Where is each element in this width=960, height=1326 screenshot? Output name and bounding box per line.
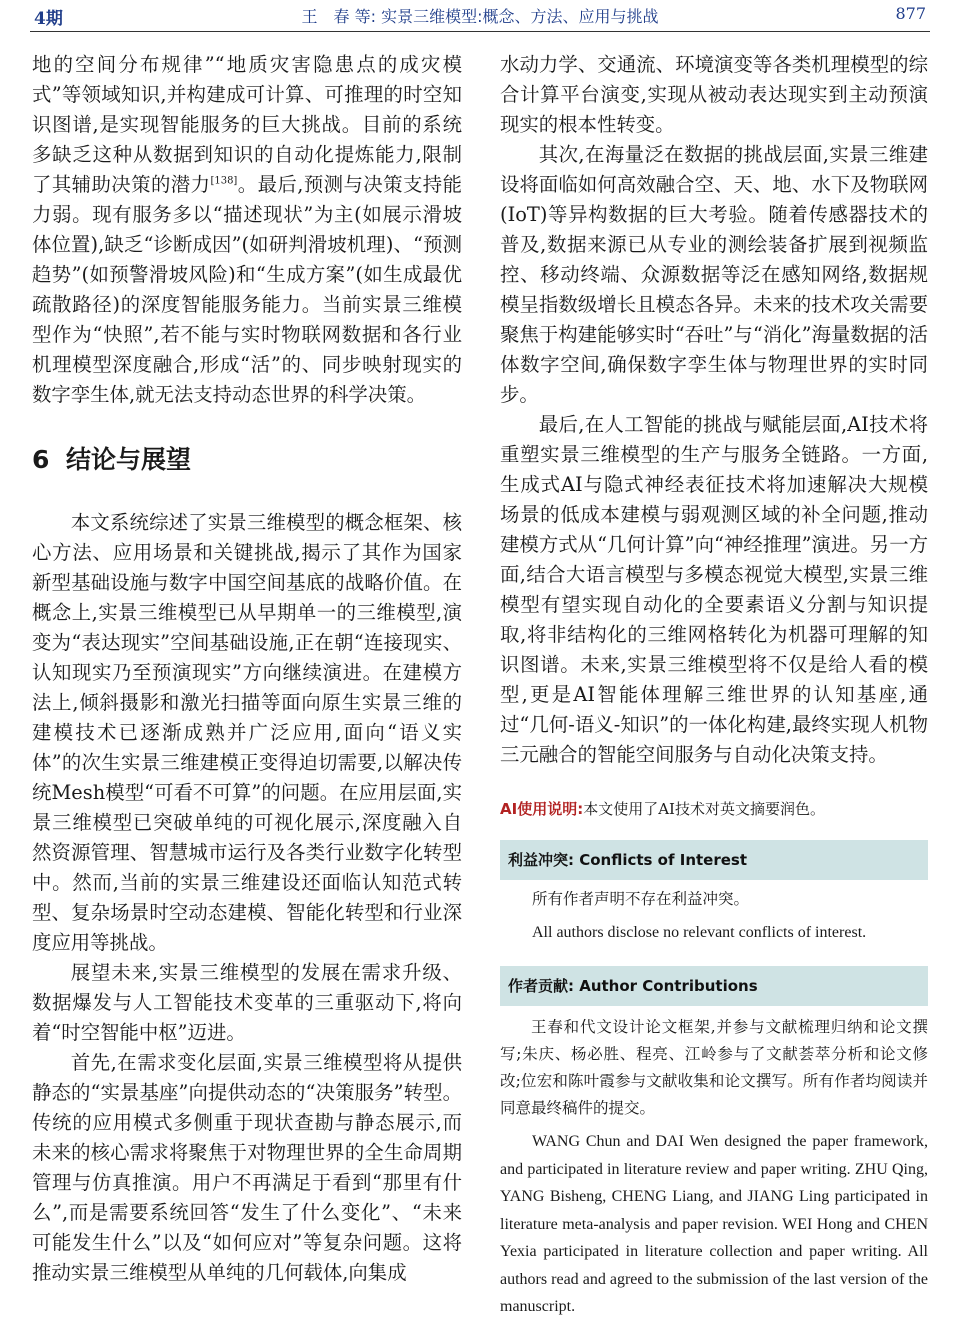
ai-usage-label: AI使用说明: — [500, 800, 584, 818]
paragraph: 其次,在海量泛在数据的挑战层面,实景三维建设将面临如何高效融合空、天、地、水下及物联网(IoT)等异构数据的巨大考验。随着传感器技术的普及,数据来源已从专业的测绘装备扩展到视频监控、移动终端、众源数据等泛在感知网络,数据规模呈指数级增长且模态各异。未来的技术攻关需要聚焦于构建能够实时“吞吐”与“消化”海量数据的活体数字空间,确保数字孪生体与物理世界的实时同步。 — [500, 143, 928, 406]
paragraph: 展望未来,实景三维模型的发展在需求升级、数据爆发与人工智能技术变革的三重驱动下,将向着“时空智能中枢”迈进。 — [32, 961, 462, 1044]
left-column — [32, 50, 462, 1288]
conflicts-en: All authors disclose no relevant conflicts of interest. — [532, 924, 867, 941]
contributions-en: WANG Chun and DAI Wen designed the paper framework, and participated in literature review and paper writing. ZHU Qing, YANG Bisheng, CHENG Liang, and JIANG Ling participated in literature meta-analysis and paper revision. WEI Hong and CHEN Yexia participated in literature collection and paper writing. All authors read and agreed to the submission of the last version of the manuscript. — [500, 1133, 928, 1315]
ai-usage-note — [500, 798, 928, 820]
conflicts-zh: 所有作者声明不存在利益冲突。 — [532, 890, 750, 908]
contributions-heading: 作者贡献: Author Contributions — [500, 966, 928, 1006]
paragraph: 水动力学、交通流、环境演变等各类机理模型的综合计算平台演变,实现从被动表达现实到主动预演现实的根本性转变。 — [500, 53, 928, 136]
running-header — [30, 0, 930, 32]
paragraph-text: 地的空间分布规律”“地质灾害隐患点的成灾模式”等领域知识,并构建成可计算、可推理的时空知识图谱,是实现智能服务的巨大挑战。目前的系统多缺乏这种从数据到知识的自动化提炼能力,限制了其辅助决策的潜力 — [32, 53, 462, 196]
right-column — [500, 50, 928, 1321]
section-title: 结论与展望 — [66, 445, 192, 474]
issue-label: 4期 — [34, 9, 63, 29]
paragraph-text: 。最后,预测与决策支持能力弱。现有服务多以“描述现状”为主(如展示滑坡体位置),缺乏“诊断成因”(如研判滑坡机理)、“预测趋势”(如预警滑坡风险)和“生成方案”(如生成最优疏散路径)的深度智能服务能力。当前实景三维模型作为“快照”,若不能与实时物联网数据和各行业机理模型深度融合,形成“活”的、同步映射现实的数字孪生体,就无法支持动态世界的科学决策。 — [32, 173, 463, 406]
paragraph — [32, 50, 462, 410]
paragraph: 最后,在人工智能的挑战与赋能层面,AI技术将重塑实景三维模型的生产与服务全链路。一方面,生成式AI与隐式神经表征技术将加速解决大规模场景的低成本建模与弱观测区域的补全问题,推动建模方式从“几何计算”向“神经推理”演进。另一方面,结合大语言模型与多模态视觉大模型,实景三维模型有望实现自动化的全要素语义分割与知识提取,将非结构化的三维网格转化为机器可理解的知识图谱。未来,实景三维模型将不仅是给人看的模型,更是AI智能体理解三维世界的认知基座,通过“几何-语义-知识”的一体化构建,最终实现人机物三元融合的智能空间服务与自动化决策支持。 — [500, 413, 928, 766]
section-number: 6 — [32, 445, 50, 474]
paragraph: 本文系统综述了实景三维模型的概念框架、核心方法、应用场景和关键挑战,揭示了其作为国家新型基础设施与数字中国空间基底的战略价值。在概念上,实景三维模型已从早期单一的三维模型,演变为“表达现实”空间基础设施,正在朝“连接现实、认知现实乃至预演现实”方向继续演进。在建模方法上,倾斜摄影和激光扫描等面向原生实景三维的建模技术已逐渐成熟并广泛应用,面向“语义实体”的次生实景三维建模正变得迫切需要,以解决传统Mesh模型“可看不可算”的问题。在应用层面,实景三维模型已突破单纯的可视化展示,深度融入自然资源管理、智慧城市运行及各类行业数字化转型中。然而,当前的实景三维建设还面临认知范式转型、复杂场景时空动态建模、智能化转型和行业深度应用等挑战。 — [32, 511, 462, 954]
section-heading — [32, 440, 462, 476]
citation-ref: [138] — [210, 175, 238, 187]
page-number: 877 — [895, 4, 926, 23]
paragraph: 首先,在需求变化层面,实景三维模型将从提供静态的“实景基座”向提供动态的“决策服务”转型。传统的应用模式多侧重于现状查勘与静态展示,而未来的核心需求将聚焦于对物理世界的全生命周期管理与仿真推演。用户不再满足于看到“那里有什么”,而是需要系统回答“发生了什么变化”、“未来可能发生什么”以及“如何应对”等复杂问题。这将推动实景三维模型从单纯的几何载体,向集成 — [32, 1051, 462, 1284]
running-title: 王 春 等: 实景三维模型:概念、方法、应用与挑战 — [301, 7, 659, 26]
ai-usage-text: 本文使用了AI技术对英文摘要润色。 — [583, 800, 825, 818]
conflicts-heading: 利益冲突: Conflicts of Interest — [500, 840, 928, 880]
contributions-zh: 王春和代文设计论文框架,并参与文献梳理归纳和论文撰写;朱庆、杨必胜、程亮、江岭参与了文献荟萃分析和论文修改;位宏和陈叶霞参与文献收集和论文撰写。所有作者均阅读并同意最终稿件的提交。 — [500, 1018, 928, 1117]
